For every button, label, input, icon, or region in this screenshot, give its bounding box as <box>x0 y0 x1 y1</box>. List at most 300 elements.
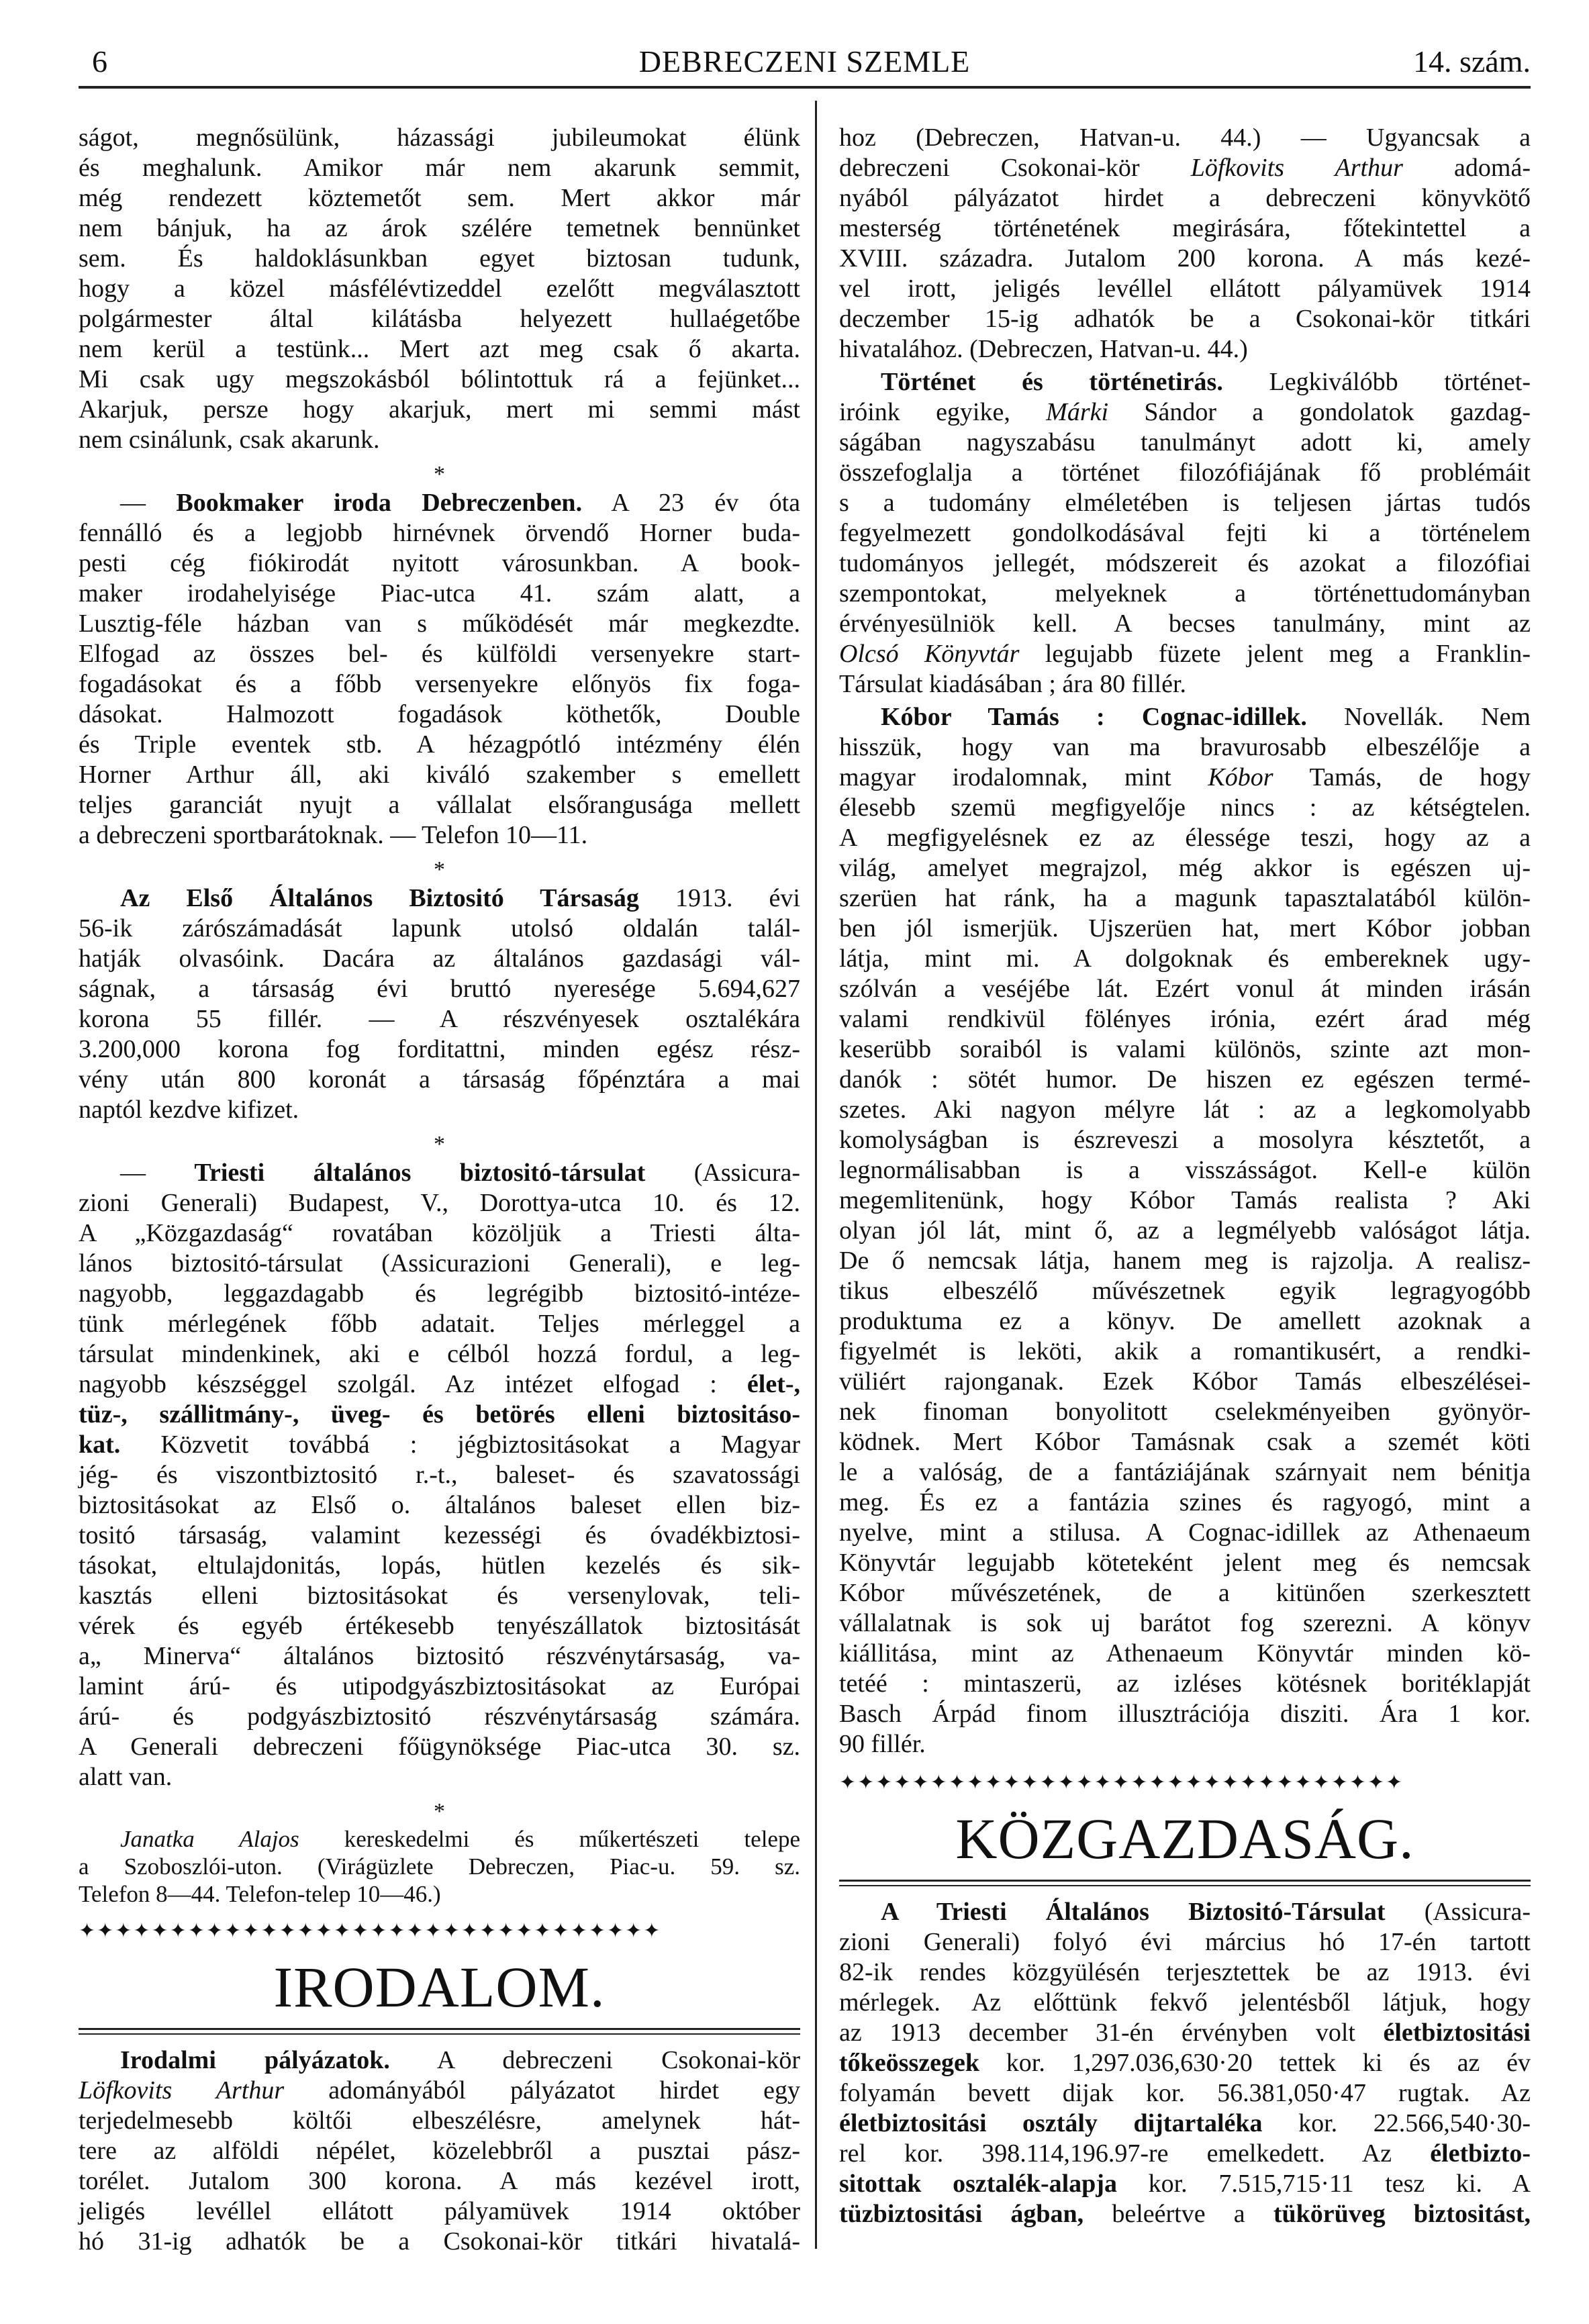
text-run: le a valóság, de a fantáziájának szárnyait nem bénitja <box>839 1458 1531 1486</box>
text-line <box>79 2045 800 2076</box>
text-line <box>839 974 1531 1004</box>
text-run: A „Közgazdaság“ rovatában közöljük a Triesti álta- <box>79 1219 800 1247</box>
publication-title: DEBRECZENI SZEMLE <box>638 44 971 79</box>
text-line <box>79 1702 800 1732</box>
text-run: Tamás, de hogy <box>1273 763 1531 791</box>
text-line <box>79 669 800 699</box>
elso-altalanos-article <box>79 883 800 1125</box>
text-run: árú- és podgyászbiztositó részvénytársaság számára. <box>79 1702 800 1731</box>
italic-text: Márki <box>1046 398 1109 426</box>
text-run: Lusztig-féle házban van s működését már megkezdte. <box>79 610 800 638</box>
text-line <box>79 1520 800 1551</box>
text-run: tere az alföldi népélet, közelebbről a pusztai pász- <box>79 2137 800 2165</box>
text-run: keserübb soraiból is valami különös, szinte azt mon- <box>839 1035 1531 1063</box>
italic-text: Löfkovits Arthur <box>79 2076 285 2104</box>
text-line <box>79 1430 800 1460</box>
text-run: nyelve, mint a stilusa. A Cognac-idillek az Athenaeum <box>839 1518 1531 1547</box>
text-line <box>839 1306 1531 1337</box>
text-run: nem kerül a testünk... Mert azt meg csak ő akarta. <box>79 335 800 363</box>
text-line <box>839 244 1531 274</box>
text-run: ködnek. Mert Kóbor Tamásnak csak a szemét köti <box>839 1428 1531 1456</box>
text-line <box>839 2139 1531 2169</box>
text-run: zioni Generali) folyó évi március hó 17-én tartott <box>839 1928 1531 1956</box>
bold-text: életbiztositási <box>1383 2019 1531 2047</box>
text-run: ságnak, a társaság évi bruttó nyeresége 5.694,627 <box>79 975 800 1003</box>
bold-text: Kóbor Tamás : Cognac-idillek. <box>881 703 1307 731</box>
text-run: nem csinálunk, csak akarunk. <box>79 426 380 454</box>
text-line <box>79 2166 800 2196</box>
text-line <box>79 760 800 790</box>
text-run: komolyságban is észreveszi a mosolyra késztetőt, a <box>839 1126 1531 1154</box>
text-line <box>839 914 1531 944</box>
text-run: fegyelmezett gondolkodásával fejti ki a történelem <box>839 519 1531 547</box>
text-run: fogadásokat és a főbb versenyekre előnyös fix foga- <box>79 670 800 698</box>
text-line <box>839 1729 1531 1759</box>
text-line <box>839 1518 1531 1548</box>
bold-text: tükörüveg biztositást, <box>1273 2200 1531 2228</box>
text-line <box>79 1158 800 1188</box>
text-line <box>79 2106 800 2136</box>
text-line <box>79 1853 800 1880</box>
text-run: hó 31-ig adhatók be a Csokonai-kör titkári hivatalá- <box>79 2227 800 2256</box>
text-line <box>839 2169 1531 2199</box>
text-line <box>79 1034 800 1065</box>
text-line <box>79 153 800 183</box>
text-run: folyamán bevett dijak kor. 56.381,050·47 rugtak. Az <box>839 2079 1531 2107</box>
text-run: a Szoboszlói-uton. (Virágüzlete Debreczen, Piac-u. 59. sz. <box>79 1853 800 1880</box>
text-run: Novellák. Nem <box>1306 703 1531 731</box>
text-run: olyan jól lát, mint ő, az a legmélyebb valóságot látja. <box>839 1216 1531 1245</box>
text-line <box>79 639 800 669</box>
text-line <box>79 944 800 974</box>
text-line <box>79 1762 800 1792</box>
palyazat-continuation <box>839 123 1531 365</box>
text-line <box>839 2109 1531 2139</box>
text-run: nagyobb készséggel szolgál. Az intézet elfogad : <box>79 1370 747 1398</box>
text-run: Sándor a gondolatok gazdag- <box>1108 398 1531 426</box>
text-line <box>839 1246 1531 1276</box>
text-run: biztositásokat az Első o. általános baleset ellen biz- <box>79 1491 800 1519</box>
text-line <box>79 548 800 579</box>
text-line <box>839 1927 1531 1957</box>
text-line <box>839 2078 1531 2109</box>
issue-number: 14. szám. <box>1412 44 1531 79</box>
bold-text: élet-, <box>747 1370 800 1398</box>
text-line <box>79 1672 800 1702</box>
text-line <box>79 914 800 944</box>
text-run: beleértve a <box>1084 2200 1273 2228</box>
double-rule <box>79 2023 800 2045</box>
text-run: terjedelmesebb költői elbeszélésre, amelynek hát- <box>79 2107 800 2135</box>
text-line <box>839 1367 1531 1397</box>
text-run: tünk mérlegének főbb adatait. Teljes mérleggel a <box>79 1310 800 1338</box>
text-run: kiállitása, mint az Athenaeum Könyvtár minden kö- <box>839 1639 1531 1667</box>
text-run: érvényesülniök kell. A becses tanulmány, mint az <box>839 610 1531 638</box>
text-run: tásokat, eltulajdonitás, lopás, hütlen kezelés és sik- <box>79 1551 800 1580</box>
text-line <box>79 820 800 851</box>
text-line <box>79 1279 800 1309</box>
text-line <box>839 397 1531 428</box>
text-line <box>79 1825 800 1853</box>
irodalmi-palyazatok-article <box>79 2045 800 2257</box>
text-line <box>839 1125 1531 1155</box>
text-line <box>839 1185 1531 1216</box>
text-run: 90 fillér. <box>839 1730 926 1758</box>
text-run: zioni Generali) Budapest, V., Dorottya-utca 10. és 12. <box>79 1189 800 1217</box>
bold-text: tüzbiztositási ágban, <box>839 2200 1084 2228</box>
text-line <box>839 1608 1531 1639</box>
text-run: szerüen hat ránk, ha a magunk tapasztalatából külön- <box>839 884 1531 912</box>
text-line <box>79 1065 800 1095</box>
text-line <box>79 274 800 304</box>
text-run: naptól kezdve kifizet. <box>79 1096 299 1124</box>
text-line <box>839 274 1531 304</box>
text-run: jég- és viszontbiztositó r.-t., baleset- és szavatossági <box>79 1461 800 1489</box>
text-run: Basch Árpád finom illusztrációja disziti. Ára 1 kor. <box>839 1700 1531 1728</box>
text-run: hatják olvasóink. Dacára az általános gazdasági vál- <box>79 945 800 973</box>
text-line <box>839 1699 1531 1729</box>
text-line <box>79 1339 800 1369</box>
text-run: kor. 22.566,540·30- <box>1262 2109 1531 2137</box>
text-line <box>839 518 1531 548</box>
right-column <box>839 123 1531 2232</box>
text-line <box>839 883 1531 914</box>
bold-text: tőkeösszegek <box>839 2049 979 2077</box>
section-separator-asterisk: * <box>434 857 445 882</box>
text-line <box>79 518 800 548</box>
text-run: vállalatnak is sok uj barátot fog szerezni. A könyv <box>839 1609 1531 1637</box>
text-run: De ő nemcsak látja, hanem meg is rajzolja. A realisz- <box>839 1247 1531 1275</box>
text-run: ságában nagyszabásu tanulmányt adott ki, amely <box>839 428 1531 456</box>
bold-text: sitottak osztalék-alapja <box>839 2170 1117 2198</box>
text-line <box>79 1732 800 1762</box>
text-line <box>79 2136 800 2166</box>
page-number: 6 <box>92 44 107 79</box>
triesti-kozgazdasag-article <box>839 1897 1531 2229</box>
ornament-divider: ✦✦✦✦✦✦✦✦✦✦✦✦✦✦✦✦✦✦✦✦✦✦✦✦✦✦✦✦✦✦✦✦ <box>79 1920 662 1942</box>
text-line <box>839 944 1531 974</box>
text-run: még rendezett köztemetőt sem. Mert akkor már <box>79 184 800 212</box>
text-run: Telefon 8—44. Telefon-telep 10—46.) <box>79 1881 441 1907</box>
text-line <box>839 428 1531 458</box>
text-line <box>79 365 800 395</box>
text-line <box>79 579 800 609</box>
text-line <box>839 213 1531 244</box>
section-separator-asterisk: * <box>434 1799 445 1824</box>
text-line <box>79 2076 800 2106</box>
section-heading: IRODALOM. <box>273 1955 606 2019</box>
text-line <box>839 793 1531 823</box>
text-line <box>79 1400 800 1430</box>
bold-text: életbizto- <box>1430 2139 1531 2168</box>
text-run: szempontokat, melyeknek a történettudományban <box>839 579 1531 608</box>
text-run: nyából pályázatot hirdet a debreczeni könyvkötő <box>839 184 1531 212</box>
text-run: Közvetit továbbá : jégbiztositásokat a Magyar <box>120 1431 800 1459</box>
text-run: összefoglalja a történet filozófiájának fő problémáit <box>839 458 1531 487</box>
text-run: Kóbor művészetének, de a kitünően szerkesztett <box>839 1579 1531 1607</box>
text-line <box>79 488 800 518</box>
text-line <box>839 1548 1531 1578</box>
bold-text: Irodalmi pályázatok. <box>120 2046 390 2074</box>
section-separator-asterisk: * <box>434 1132 445 1157</box>
text-run: deczember 15-ig adhatók be a Csokonai-kör titkári <box>839 305 1531 333</box>
text-run: Mi csak ugy megszokásból bólintottuk rá a fejünket... <box>79 365 800 393</box>
text-run: megemlitenünk, hogy Kóbor Tamás realista ? Aki <box>839 1186 1531 1214</box>
text-run: szetes. Aki nagyon mélyre lát : az a legkomolyabb <box>839 1096 1531 1124</box>
text-line <box>839 1397 1531 1427</box>
italic-text: Kóbor <box>1208 763 1273 791</box>
text-run: teljes garanciát nyujt a vállalat elsőrangusága mellett <box>79 791 800 819</box>
text-line <box>79 730 800 760</box>
text-line <box>79 609 800 639</box>
text-line <box>839 2048 1531 2078</box>
text-run: látja, mint mi. A dolgoknak és embereknek ugy- <box>839 945 1531 973</box>
text-run: és Triple eventek stb. A hézagpótló intézmény élén <box>79 730 800 759</box>
text-run: (Assicura- <box>1385 1898 1531 1926</box>
text-line <box>79 334 800 365</box>
text-run: lános biztositó-társulat (Assicurazioni Generali), e leg- <box>79 1249 800 1277</box>
text-run: hoz (Debreczen, Hatvan-u. 44.) — Ugyancsak a <box>839 124 1531 152</box>
text-line <box>79 1249 800 1279</box>
text-run: és meghalunk. Amikor már nem akarunk semmit, <box>79 154 800 182</box>
text-line <box>839 1155 1531 1185</box>
bold-text: Triesti általános biztositó-társulat <box>194 1159 646 1187</box>
text-line <box>839 334 1531 365</box>
text-line <box>79 244 800 274</box>
bold-text: A Triesti Általános Biztositó-Társulat <box>881 1898 1386 1926</box>
text-run: tetéé : mintaszerü, az izléses kötésnek boritéklapját <box>839 1669 1531 1698</box>
text-run: sem. És haldoklásunkban egyet biztosan tudunk, <box>79 244 800 273</box>
text-line <box>79 123 800 153</box>
section-heading: KÖZGAZDASÁG. <box>955 1806 1414 1871</box>
text-line <box>839 1065 1531 1095</box>
text-line <box>839 1957 1531 1988</box>
text-line <box>839 1276 1531 1306</box>
text-line <box>839 702 1531 732</box>
text-line <box>839 123 1531 153</box>
text-run: kor. 7.515,715·11 tesz ki. A <box>1116 2170 1531 2198</box>
text-run: mérlegek. Az előttünk fekvő jelentésből látjuk, hogy <box>839 1988 1531 2017</box>
text-line <box>839 488 1531 518</box>
text-line <box>839 1427 1531 1457</box>
text-line <box>79 1551 800 1581</box>
text-run: hogy a közel másfélévtizeddel ezelőtt megválasztott <box>79 275 800 303</box>
text-run: jeligés levéllel ellátott pályamüvek 1914 október <box>79 2197 800 2225</box>
text-run: polgármester által kilátásba helyezett hullaégetőbe <box>79 305 800 333</box>
header-rule <box>79 86 1531 89</box>
bold-text: Bookmaker iroda Debreczenben. <box>176 489 583 517</box>
text-run: nek finoman bonyolitott cselekményeiben gyönyör- <box>839 1398 1531 1426</box>
text-run: legnormálisabban is a visszásságot. Kell-e külön <box>839 1156 1531 1184</box>
bold-text: életbiztositási osztály dijtartaléka <box>839 2109 1263 2137</box>
text-line <box>839 367 1531 397</box>
text-line <box>839 1639 1531 1669</box>
italic-text: Janatka Alajos <box>120 1826 299 1852</box>
text-run: figyelmét is leköti, akik a romantikusért, a rendki- <box>839 1337 1531 1365</box>
text-line <box>79 1369 800 1400</box>
text-line <box>839 1004 1531 1034</box>
text-line <box>79 790 800 820</box>
text-run: 3.200,000 korona fog forditattni, minden egész rész- <box>79 1035 800 1063</box>
italic-text: Olcsó Könyvtár <box>839 640 1020 668</box>
text-run: 56-ik zárószámadását lapunk utolsó oldalán talál- <box>79 914 800 942</box>
text-run: nem bánjuk, ha az árok szélére temetnek bennünket <box>79 214 800 242</box>
text-run: a„ Minerva“ általános biztositó részvénytársaság, va- <box>79 1642 800 1670</box>
text-line <box>79 1095 800 1125</box>
text-line <box>839 183 1531 213</box>
text-run: élesebb szemü megfigyelője nincs : az kétségtelen. <box>839 793 1531 822</box>
article-continuation <box>79 123 800 455</box>
triesti-article <box>79 1158 800 1792</box>
text-run: az 1913 december 31-én érvényben volt <box>839 2019 1384 2047</box>
text-line <box>839 853 1531 883</box>
text-line <box>79 425 800 455</box>
text-run: Könyvtár legujabb köteteként jelent meg és nemcsak <box>839 1549 1531 1577</box>
text-run: vel irott, jeligés levéllel ellátott pályamüvek 1914 <box>839 275 1531 303</box>
text-run: mesterség történetének megirására, főtekintettel a <box>839 214 1531 242</box>
text-run: adományából pályázatot hirdet egy <box>284 2076 800 2104</box>
text-line <box>839 1988 1531 2018</box>
left-column <box>79 123 800 2260</box>
text-line <box>79 1460 800 1490</box>
italic-text: Löfkovits Arthur <box>1190 154 1403 182</box>
text-line <box>839 1897 1531 1927</box>
text-line <box>79 883 800 914</box>
text-run: danók : sötét humor. De hiszen ez egészen termé- <box>839 1065 1531 1094</box>
text-line <box>79 1611 800 1641</box>
text-line <box>839 732 1531 763</box>
text-run: A 23 év óta <box>582 489 800 517</box>
text-run: maker irodahelyisége Piac-utca 41. szám alatt, a <box>79 579 800 608</box>
bold-text: kat. <box>79 1431 121 1459</box>
text-line <box>839 304 1531 334</box>
text-line <box>839 2199 1531 2229</box>
text-line <box>79 183 800 213</box>
text-run: adomá- <box>1402 154 1531 182</box>
bookmaker-article <box>79 488 800 851</box>
bold-text: Történet és történetirás. <box>881 368 1223 396</box>
text-run: XVIII. századra. Jutalom 200 korona. A más kezé- <box>839 244 1531 273</box>
text-line <box>79 395 800 425</box>
text-run: pesti cég fiókirodát nyitott városunkban. A book- <box>79 549 800 577</box>
text-run: Akarjuk, persze hogy akarjuk, mert mi semmi mást <box>79 395 800 424</box>
text-run: — <box>120 489 177 517</box>
text-line <box>79 1004 800 1034</box>
text-line <box>839 823 1531 853</box>
text-line <box>79 974 800 1004</box>
text-run: (Assicura- <box>645 1159 800 1187</box>
text-run: lamint árú- és utipodgyászbiztositásokat az Európai <box>79 1672 800 1700</box>
tortenet-article <box>839 367 1531 699</box>
text-run: magyar irodalomnak, mint <box>839 763 1208 791</box>
text-run: a debreczeni sportbarátoknak. — Telefon 10—11. <box>79 821 588 849</box>
text-line <box>839 153 1531 183</box>
text-run: A debreczeni Csokonai-kör <box>389 2046 800 2074</box>
text-run: Horner Arthur áll, aki kiváló szakember s emellett <box>79 761 800 789</box>
text-line <box>79 699 800 730</box>
text-line <box>79 213 800 244</box>
text-run: legujabb füzete jelent meg a Franklin- <box>1019 640 1531 668</box>
text-run: Társulat kiadásában ; ára 80 fillér. <box>839 670 1187 698</box>
text-run: A megfigyelésnek ez az élessége teszi, hogy az a <box>839 824 1531 852</box>
kobor-tamas-article <box>839 702 1531 1759</box>
text-run: debreczeni Csokonai-kör <box>839 154 1191 182</box>
text-line <box>839 548 1531 579</box>
text-run: dásokat. Halmozott fogadások köthetők, Double <box>79 700 800 728</box>
text-run: hivatalához. (Debreczen, Hatvan-u. 44.) <box>839 335 1248 363</box>
text-run: rel kor. 398.114,196.97-re emelkedett. Az <box>839 2139 1431 2168</box>
column-divider <box>815 101 817 2249</box>
text-line <box>839 579 1531 609</box>
text-run: — <box>120 1159 195 1187</box>
bold-text: Az Első Általános Biztositó Társaság <box>120 884 639 912</box>
text-line <box>79 1581 800 1611</box>
text-line <box>839 1216 1531 1246</box>
text-line <box>79 1218 800 1249</box>
text-line <box>79 1309 800 1339</box>
text-run: tudományos jellegét, módszereit és azokat a filozófiai <box>839 549 1531 577</box>
text-run: alatt van. <box>79 1763 173 1791</box>
text-line <box>79 2196 800 2227</box>
text-run: vüliért rajonganak. Ezek Kóbor Tamás elbeszélései- <box>839 1367 1531 1396</box>
text-run: produktuma ez a könyv. De amellett azoknak a <box>839 1307 1531 1335</box>
text-run: vérek és egyéb értékesebb tenyészállatok biztositását <box>79 1612 800 1640</box>
text-line <box>839 1457 1531 1488</box>
text-line <box>839 1034 1531 1065</box>
text-line <box>839 669 1531 699</box>
text-run: iróink egyike, <box>839 398 1047 426</box>
text-line <box>79 2227 800 2257</box>
text-run: kereskedelmi és műkertészeti telepe <box>299 1826 801 1852</box>
text-run: 82-ik rendes közgyülésén terjesztettek be az 1913. évi <box>839 1958 1531 1986</box>
text-run: szólván a veséjébe lát. Ezért vonul át minden irásán <box>839 975 1531 1003</box>
text-run: ben jól ismerjük. Ujszerüen hat, mert Kóbor jobban <box>839 914 1531 942</box>
text-line <box>79 304 800 334</box>
text-line <box>839 1578 1531 1608</box>
bold-text: tüz-, szállitmány-, üveg- és betörés elleni biztositáso- <box>79 1400 800 1429</box>
text-run: kor. 1,297.036,630·20 tettek ki és az év <box>979 2049 1531 2077</box>
text-run: meg. És ez a fantázia szines és ragyogó, mint a <box>839 1488 1531 1516</box>
text-line <box>839 763 1531 793</box>
text-run: valami rendkivül fölényes irónia, ezért árad még <box>839 1005 1531 1033</box>
text-line <box>839 1095 1531 1125</box>
text-run: Legkiválóbb történet- <box>1222 368 1531 396</box>
text-run: fennálló és a legjobb hirnévnek örvendő Horner buda- <box>79 519 800 547</box>
text-run: kasztás elleni biztositásokat és versenylovak, teli- <box>79 1582 800 1610</box>
text-line <box>839 1669 1531 1699</box>
text-run: hisszük, hogy van ma bravurosabb elbeszélője a <box>839 733 1531 761</box>
text-run: A Generali debreczeni főügynöksége Piac-utca 30. sz. <box>79 1733 800 1761</box>
text-run: torélet. Jutalom 300 korona. A más kezével irott, <box>79 2167 800 2195</box>
text-run: társulat mindenkinek, aki e célból hozzá fordul, a leg- <box>79 1340 800 1368</box>
text-line <box>839 2018 1531 2048</box>
text-line <box>79 1490 800 1520</box>
text-run: korona 55 fillér. — A részvényesek osztalékára <box>79 1005 800 1033</box>
text-line <box>839 1337 1531 1367</box>
text-run: világ, amelyet megrajzol, még akkor is egészen uj- <box>839 854 1531 882</box>
text-run: Elfogad az összes bel- és külföldi versenyekre start- <box>79 640 800 668</box>
page-header <box>79 42 1531 82</box>
text-run: s a tudomány elméletében is teljesen jártas tudós <box>839 489 1531 517</box>
section-separator-asterisk: * <box>434 462 445 487</box>
text-line <box>839 639 1531 669</box>
text-run: tositó társaság, valamint kezességi és óvadékbiztosi- <box>79 1521 800 1549</box>
ornament-divider: ✦✦✦✦✦✦✦✦✦✦✦✦✦✦✦✦✦✦✦✦✦✦✦✦✦✦✦✦✦✦✦ <box>839 1772 1404 1794</box>
text-line <box>839 458 1531 488</box>
text-run: 1913. évi <box>638 884 800 912</box>
double-rule <box>839 1874 1531 1897</box>
janatka-notice <box>79 1825 800 1908</box>
